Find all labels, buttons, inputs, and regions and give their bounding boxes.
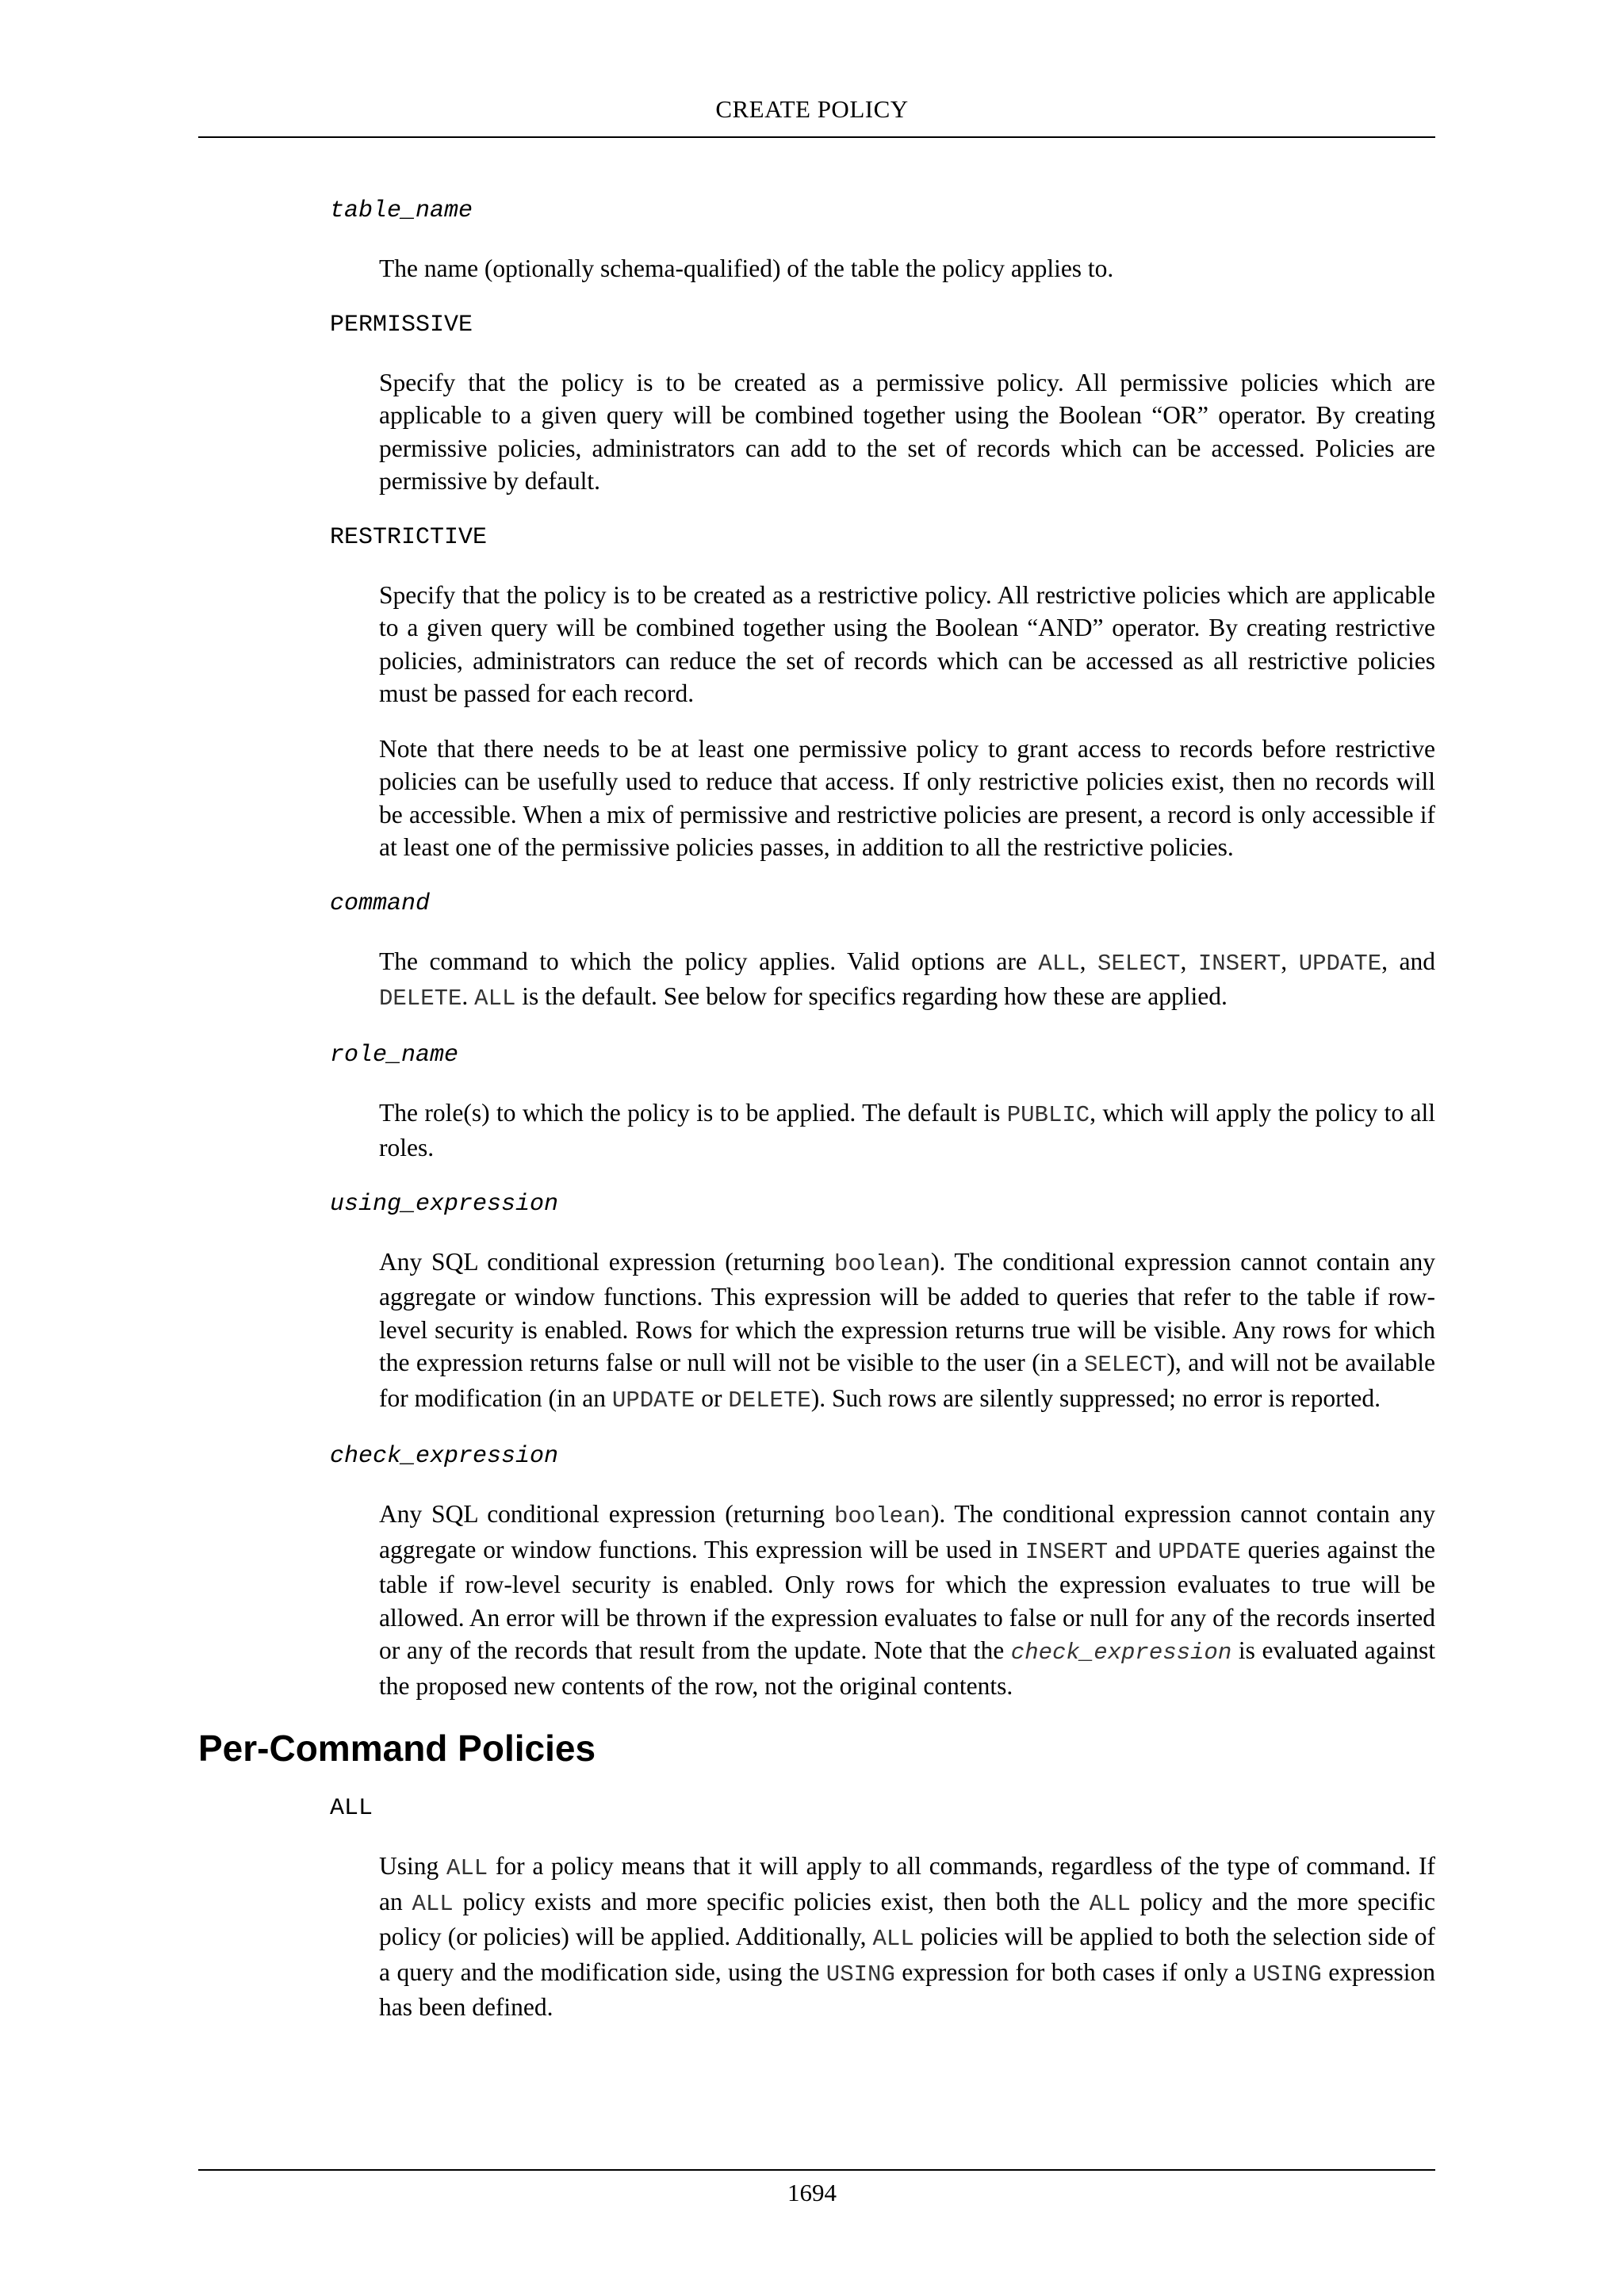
param-def-restrictive: [379, 579, 1435, 864]
code-literal: UPDATE: [611, 1387, 695, 1414]
text-run: or: [695, 1383, 729, 1412]
text-run: The role(s) to which the policy is to be applied. The default is: [379, 1098, 1007, 1127]
code-literal: USING: [1252, 1961, 1322, 1988]
param-def-role-name: [379, 1096, 1435, 1165]
text-run: policy exists and more specific policies exist, then both the: [453, 1887, 1090, 1915]
page-content: [198, 193, 1435, 2046]
code-literal: SELECT: [1084, 1352, 1167, 1378]
text-run: expression for both cases if only a: [894, 1957, 1253, 1986]
param-term-restrictive: RESTRICTIVE: [330, 523, 488, 551]
text-run: ,: [1180, 947, 1198, 975]
text-run: policy and the more specific policy (or policies) will be applied. Additionally,: [379, 1887, 1435, 1950]
text-run: , which will apply the policy to all roles.: [379, 1098, 1435, 1161]
param-def-using-expression: [379, 1246, 1435, 1418]
code-literal: ALL: [1089, 1890, 1131, 1917]
param-term-check-expression: check_expression: [330, 1443, 559, 1470]
code-literal: ALL: [412, 1890, 454, 1917]
text-run: ,: [1281, 947, 1299, 975]
text-run: ). Such rows are silently suppressed; no error is reported.: [810, 1383, 1381, 1412]
code-literal: boolean: [834, 1250, 931, 1277]
paragraph: Specify that the policy is to be created as a permissive policy. All permissive policies which are applicable to a given query will be combined together using the Boolean “OR” operator. By creating permissive policies, administrators can add to the set of records which can be accessed. Policies are permissive by default.: [379, 368, 1435, 495]
footer-rule: [198, 2169, 1435, 2171]
text-run: and: [1108, 1535, 1159, 1563]
param-def-table-name: [379, 252, 1435, 285]
code-literal: ALL: [474, 985, 516, 1012]
code-literal: ALL: [1038, 950, 1080, 977]
text-run: expression has been defined.: [379, 1957, 1435, 2021]
param-term-permissive: PERMISSIVE: [330, 311, 473, 339]
code-literal: UPDATE: [1158, 1538, 1241, 1565]
code-literal: INSERT: [1025, 1538, 1109, 1565]
code-literal: ALL: [872, 1926, 914, 1952]
param-def-permissive: [379, 366, 1435, 498]
text-run: queries against the table if row-level security is enabled. Only rows for which the expression evaluates to true will be allowed. An error will be thrown if the expression evaluates to false or null for any of the records inserted or any of the records that result from the update. Note that the: [379, 1535, 1436, 1664]
code-literal: UPDATE: [1298, 950, 1382, 977]
text-run: The command to which the policy applies. Valid options are: [379, 947, 1039, 975]
section-heading: Per-Command Policies: [198, 1728, 596, 1769]
text-run: policies will be applied to both the selection side of a query and the modification side, using the: [379, 1923, 1435, 1986]
paragraph: [379, 1850, 1435, 2024]
text-run: .: [462, 982, 475, 1010]
code-parameter: check_expression: [1010, 1640, 1232, 1666]
param-term-table-name: table_name: [330, 197, 473, 224]
text-run: is evaluated against the proposed new contents of the row, not the original contents.: [379, 1636, 1435, 1700]
code-literal: DELETE: [728, 1387, 811, 1414]
paragraph: The name (optionally schema-qualified) of the table the policy applies to.: [379, 254, 1114, 282]
paragraph: [379, 1498, 1435, 1702]
paragraph: [379, 1096, 1435, 1165]
running-header: CREATE POLICY: [715, 95, 909, 123]
text-run: , and: [1381, 947, 1436, 975]
param-term-command: command: [330, 890, 431, 917]
text-run: ,: [1079, 947, 1098, 975]
param-def-command: [379, 945, 1435, 1016]
param-def-all: [379, 1850, 1435, 2024]
text-run: ), and will not be available for modification (in an: [379, 1349, 1435, 1412]
text-run: Any SQL conditional expression (returning: [379, 1247, 834, 1276]
code-literal: USING: [825, 1961, 895, 1988]
paragraph: [379, 1246, 1435, 1418]
header-rule: [198, 136, 1435, 138]
code-literal: ALL: [446, 1855, 488, 1881]
code-literal: PUBLIC: [1006, 1101, 1090, 1128]
param-term-using-expression: using_expression: [330, 1190, 559, 1218]
paragraph: Note that there needs to be at least one permissive policy to grant access to records before restrictive policies can be usefully used to reduce that access. If only restrictive policies exist, then no records will be accessible. When a mix of permissive and restrictive policies are present, a record is only accessible if at least one of the permissive policies passes, in addition to all the restrictive policies.: [379, 734, 1435, 861]
code-literal: INSERT: [1197, 950, 1281, 977]
paragraph: Specify that the policy is to be created as a restrictive policy. All restrictive policies which are applicable to a given query will be combined together using the Boolean “AND” operator. By creating restrictive policies, administrators can reduce the set of records which can be accessed as all restrictive policies must be passed for each record.: [379, 580, 1435, 707]
param-def-check-expression: [379, 1498, 1435, 1702]
code-literal: boolean: [834, 1503, 931, 1529]
param-term-role-name: role_name: [330, 1041, 459, 1069]
text-run: for a policy means that it will apply to all commands, regardless of the type of command. If an: [379, 1852, 1436, 1915]
code-literal: SELECT: [1097, 950, 1181, 977]
code-literal: DELETE: [379, 985, 462, 1012]
paragraph: [379, 945, 1435, 1016]
text-run: ). The conditional expression cannot contain any aggregate or window functions. This expression will be used in: [379, 1500, 1436, 1563]
text-run: Using: [379, 1852, 446, 1880]
text-run: Any SQL conditional expression (returning: [379, 1500, 834, 1528]
page-number: 1694: [787, 2179, 837, 2206]
text-run: is the default. See below for specifics regarding how these are applied.: [515, 982, 1228, 1010]
param-term-all: ALL: [330, 1795, 373, 1822]
text-run: ). The conditional expression cannot contain any aggregate or window functions. This expression will be added to queries that refer to the table if row-level security is enabled. Rows for which the expression returns true will be visible. Any rows for which the expression returns false or null will not be visible to the user (in a: [379, 1247, 1436, 1376]
